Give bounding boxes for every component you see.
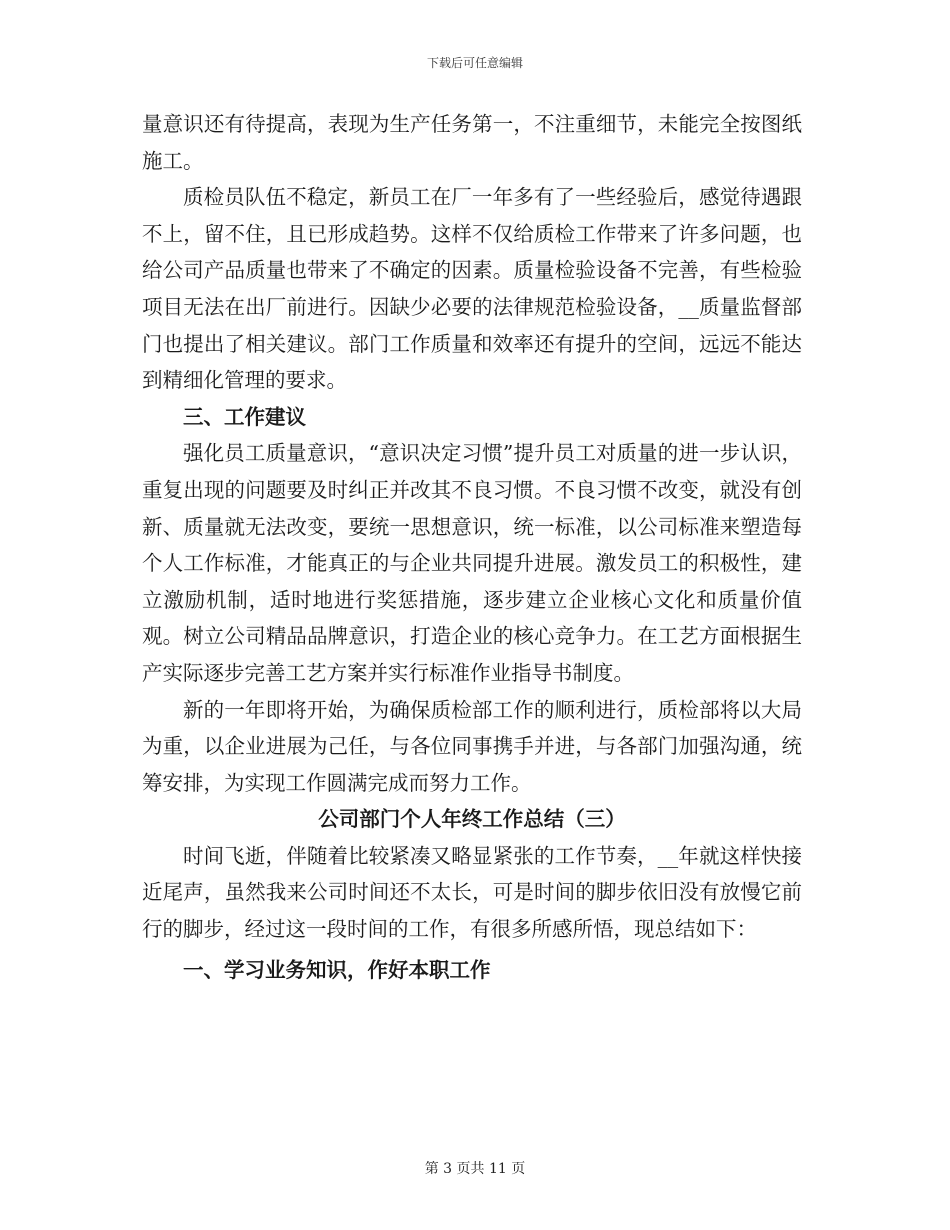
paragraph-new-year: 新的一年即将开始，为确保质检部工作的顺利进行，质检部将以大局为重，以企业进展为己任，与各位同事携手并进，与各部门加强沟通，统筹安排，为实现工作圆满完成而努力工作。 xyxy=(142,697,802,795)
paragraph-continuation: 量意识还有待提高，表现为生产任务第一，不注重细节，未能完全按图纸施工。 xyxy=(142,112,802,173)
paragraph-suggestions: 强化员工质量意识，“意识决定习惯”提升员工对质量的进一步认识，重复出现的问题要及时纠正并改其不良习惯。不良习惯不改变，就没有创新、质量就无法改变，要统一思想意识，统一标准，以公司标准来塑造每个人工作标准，才能真正的与企业共同提升进展。激发员工的积极性，建立激励机制，适时地进行奖惩措施，逐步建立企业核心文化和质量价值观。树立公司精品品牌意识，打造企业的核心竞争力。在工艺方面根据生产实际逐步完善工艺方案并实行标准作业指导书制度。 xyxy=(142,441,802,685)
paragraph-intro: 时间飞逝，伴随着比较紧凑又略显紧张的工作节奏，__年就这样快接近尾声，虽然我来公司时间还不太长，可是时间的脚步依旧没有放慢它前行的脚步，经过这一段时间的工作，有很多所感所悟，现总结如下： xyxy=(142,843,802,942)
page-header-note: 下载后可任意编辑 xyxy=(426,56,523,70)
paragraph-staff-issues: 质检员队伍不稳定，新员工在厂一年多有了一些经验后，感觉待遇跟不上，留不住，且已形成趋势。这样不仅给质检工作带来了许多问题，也给公司产品质量也带来了不确定的因素。质量检验设备不完善，有些检验项目无法在出厂前进行。因缺少必要的法律规范检验设备，__质量监督部门也提出了相关建议。部门工作质量和效率还有提升的空间，远远不能达到精细化管理的要求。 xyxy=(142,185,802,393)
page-number: 第 3 页共 11 页 xyxy=(424,1161,526,1177)
document-title: 公司部门个人年终工作总结（三） xyxy=(318,807,626,832)
section-heading-suggestions: 三、工作建议 xyxy=(183,404,306,429)
document-body xyxy=(142,106,802,988)
section-heading-study: 一、学习业务知识，作好本职工作 xyxy=(183,957,491,982)
